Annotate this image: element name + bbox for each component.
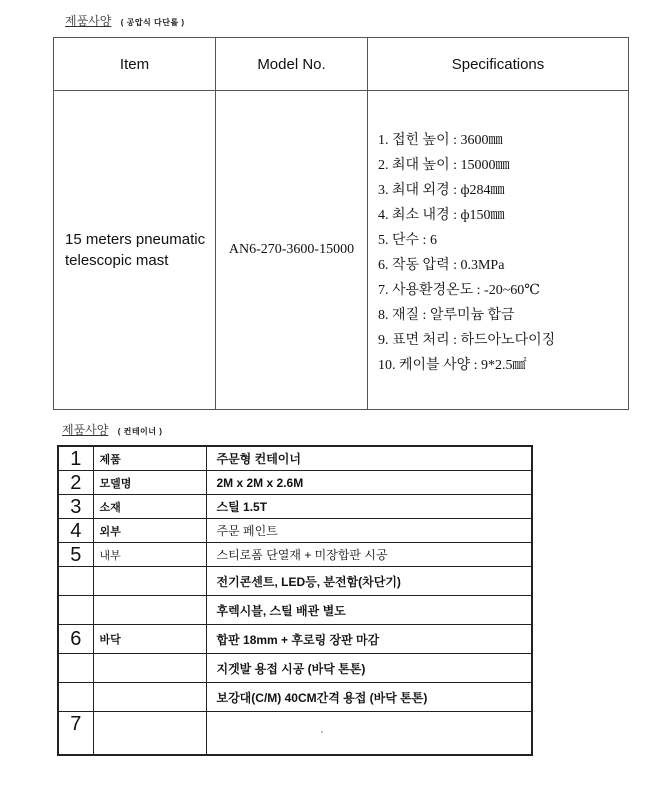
spec-item: 7. 사용환경온도 : -20~60℃	[378, 283, 540, 298]
item-name-line1: 15 meters pneumatic	[65, 231, 206, 248]
speck-mark	[321, 731, 323, 733]
row-value: 스틸 1.5T	[206, 495, 532, 519]
row-number	[58, 596, 93, 625]
table-row	[58, 625, 532, 654]
row-value: 후렉시블, 스틸 배관 별도	[206, 596, 532, 625]
table-row	[58, 654, 532, 683]
row-value: 합판 18mm + 후로링 장판 마감	[206, 625, 532, 654]
row-label	[93, 712, 206, 756]
table-row	[58, 596, 532, 625]
row-number: 6	[58, 625, 93, 654]
table-row	[58, 519, 532, 543]
row-value: 보강대(C/M) 40CM간격 용접 (바닥 톤톤)	[206, 683, 532, 712]
spec-item: 5. 단수 : 6	[378, 233, 437, 248]
spec-item: 10. 케이블 사양 : 9*2.5㎟	[378, 358, 527, 373]
table-row	[58, 471, 532, 495]
row-number: 7	[58, 712, 93, 756]
spec-item: 1. 접힌 높이 : 3600㎜	[378, 133, 503, 148]
spec-list	[378, 128, 628, 378]
spec-item: 4. 최소 내경 : ф150㎜	[378, 208, 505, 223]
container-caption	[62, 421, 162, 438]
table-row	[58, 495, 532, 519]
row-number: 1	[58, 446, 93, 471]
row-label	[93, 596, 206, 625]
row-number: 3	[58, 495, 93, 519]
row-label: 소재	[93, 495, 206, 519]
row-number: 5	[58, 543, 93, 567]
row-number: 2	[58, 471, 93, 495]
row-value: 주문형 컨테이너	[206, 446, 532, 471]
header-specifications: Specifications	[368, 38, 629, 91]
row-number	[58, 567, 93, 596]
container-spec-table	[57, 445, 533, 756]
spec-item: 3. 최대 외경 : ф284㎜	[378, 183, 505, 198]
table-row	[58, 543, 532, 567]
row-number: 4	[58, 519, 93, 543]
table-row	[54, 91, 629, 410]
specifications-cell	[368, 91, 629, 410]
spec-item: 6. 작동 압력 : 0.3MPa	[378, 258, 505, 273]
row-value: 주문 페인트	[206, 519, 532, 543]
header-model: Model No.	[216, 38, 368, 91]
container-caption-sub: ( 컨테이너 )	[117, 427, 163, 436]
container-caption-title: 제품사양	[62, 423, 109, 437]
row-value: 전기콘센트, LED등, 분전함(차단기)	[206, 567, 532, 596]
row-number	[58, 683, 93, 712]
row-label	[93, 683, 206, 712]
row-value: 스티로폼 단열재 + 미장합판 시공	[206, 543, 532, 567]
row-label: 바닥	[93, 625, 206, 654]
header-item: Item	[54, 38, 216, 91]
row-label: 외부	[93, 519, 206, 543]
item-name	[54, 91, 216, 410]
spec-item: 8. 재질 : 알루미늄 합금	[378, 308, 515, 323]
row-label: 모델명	[93, 471, 206, 495]
row-value: 2M x 2M x 2.6M	[206, 471, 532, 495]
table-row	[58, 683, 532, 712]
spec-caption-title: 제품사양	[65, 14, 112, 28]
spec-item: 9. 표면 처리 : 하드아노다이징	[378, 333, 556, 348]
row-label	[93, 654, 206, 683]
spec-caption	[65, 12, 185, 29]
spec-item: 2. 최대 높이 : 15000㎜	[378, 158, 510, 173]
mast-spec-table	[53, 37, 629, 410]
row-label	[93, 567, 206, 596]
table-row	[58, 712, 532, 756]
row-label: 제품	[93, 446, 206, 471]
model-number: AN6-270-3600-15000	[216, 91, 368, 410]
row-number	[58, 654, 93, 683]
row-value	[206, 712, 532, 756]
row-value: 지겟발 용접 시공 (바닥 톤톤)	[206, 654, 532, 683]
row-label: 내부	[93, 543, 206, 567]
spec-caption-sub: ( 공압식 다단롤 )	[120, 18, 185, 27]
item-name-line2: telescopic mast	[65, 252, 169, 269]
table-row	[58, 567, 532, 596]
table-row	[58, 446, 532, 471]
table-header-row	[54, 38, 629, 91]
